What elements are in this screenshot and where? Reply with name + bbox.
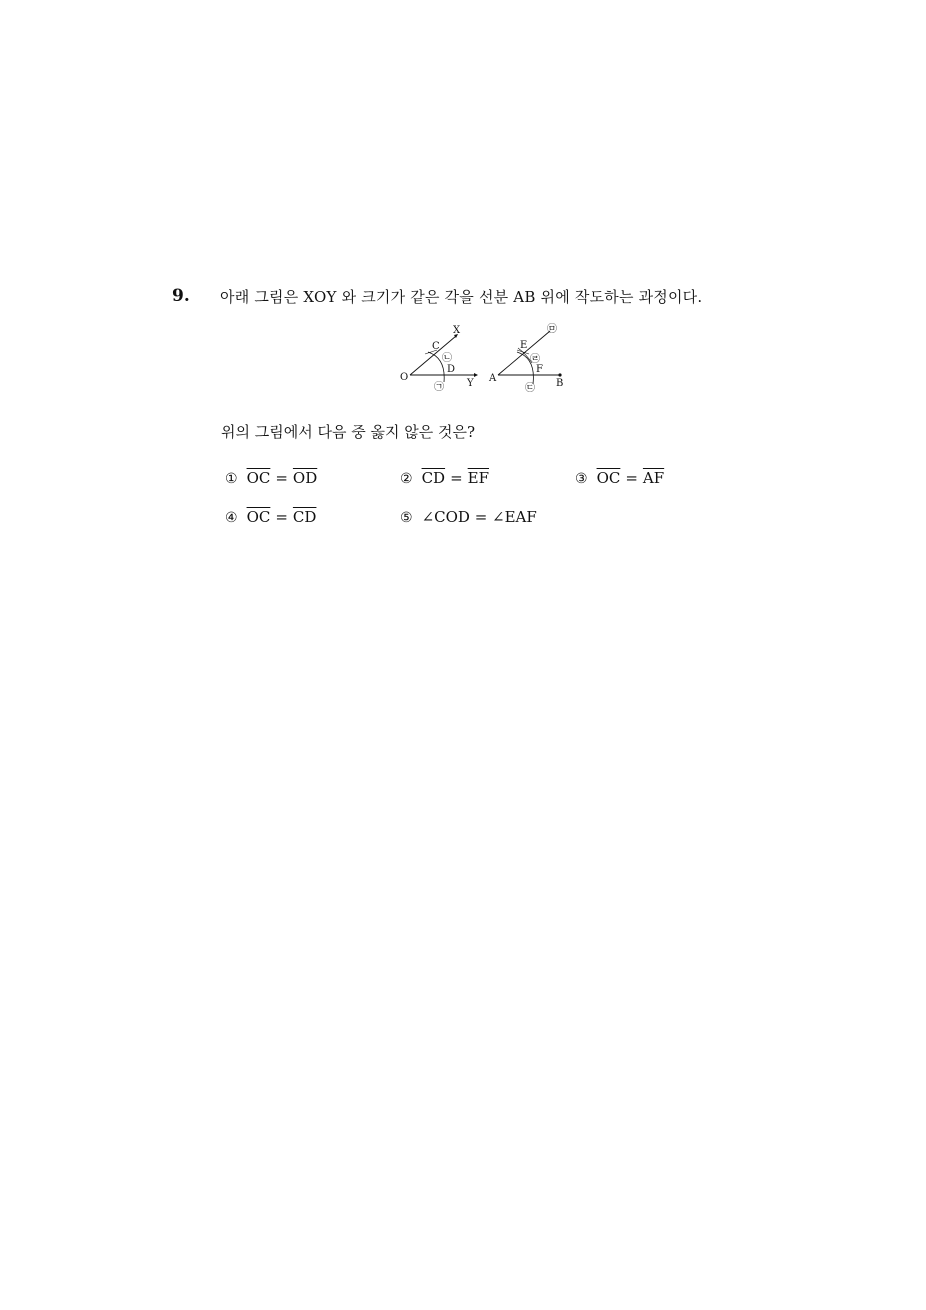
label-d: D bbox=[447, 364, 456, 375]
label-f: F bbox=[536, 364, 543, 375]
segment-right: $\overline{OD}$ bbox=[292, 469, 318, 487]
choice-2[interactable] bbox=[400, 469, 489, 487]
segment-right: $\overline{CD}$ bbox=[292, 508, 317, 526]
segment-left: $\overline{OC}$ bbox=[246, 508, 271, 526]
label-a: A bbox=[489, 373, 497, 384]
choice-marker: ⑤ bbox=[400, 510, 413, 526]
label-x: X bbox=[453, 325, 461, 336]
equals-sign: = bbox=[625, 469, 638, 487]
label-e: E bbox=[520, 340, 528, 351]
choice-marker: ② bbox=[400, 471, 413, 487]
equals-sign: = bbox=[275, 469, 288, 487]
label-y: Y bbox=[467, 378, 474, 389]
ray-oy-arrow bbox=[474, 373, 478, 377]
choice-4[interactable] bbox=[225, 508, 316, 526]
choice-1[interactable] bbox=[225, 469, 317, 487]
choice-marker: ③ bbox=[575, 471, 588, 487]
label-c: C bbox=[432, 341, 440, 352]
step-marker-4: ㉣ bbox=[530, 354, 540, 365]
choice-marker: ④ bbox=[225, 510, 238, 526]
point-b bbox=[558, 373, 561, 376]
question-prompt: 위의 그림에서 다음 중 옳지 않은 것은? bbox=[221, 423, 476, 441]
equals-sign: = bbox=[275, 508, 288, 526]
choice-marker: ① bbox=[225, 471, 238, 487]
choice-5[interactable] bbox=[400, 508, 537, 526]
question-text: 아래 그림은 XOY 와 크기가 같은 각을 선분 AB 위에 작도하는 과정이다. bbox=[220, 288, 703, 306]
label-o: O bbox=[400, 372, 409, 383]
segment-right: $\overline{EF}$ bbox=[467, 469, 490, 487]
step-marker-1: ㉠ bbox=[434, 382, 444, 393]
step-marker-3: ㉢ bbox=[525, 383, 535, 394]
choice-3[interactable] bbox=[575, 469, 664, 487]
segment-left: $\overline{OC}$ bbox=[246, 469, 271, 487]
angle-equation: ∠COD = ∠EAF bbox=[421, 508, 537, 526]
segment-left: $\overline{OC}$ bbox=[596, 469, 621, 487]
construction-diagram bbox=[392, 320, 582, 398]
equals-sign: = bbox=[450, 469, 463, 487]
step-marker-2: ㉡ bbox=[442, 353, 452, 364]
segment-right: $\overline{AF}$ bbox=[642, 469, 665, 487]
angle-construction-figure bbox=[392, 320, 582, 398]
question-number: 9. bbox=[172, 286, 190, 306]
segment-left: $\overline{CD}$ bbox=[421, 469, 446, 487]
step-marker-5: ㉤ bbox=[547, 324, 557, 335]
label-b: B bbox=[556, 378, 564, 389]
